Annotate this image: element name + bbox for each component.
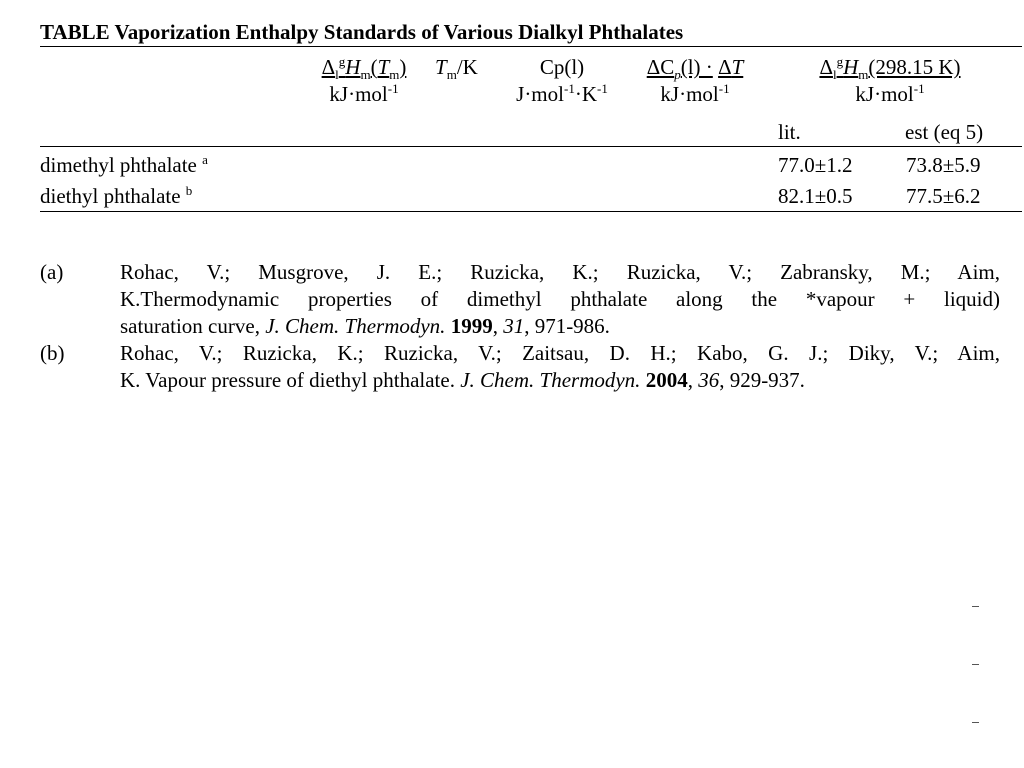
reference-text: Rohac, V.; Ruzicka, K.; Ruzicka, V.; Zaitsau, D. H.; Kabo, G. J.; Diky, V.; Aim, bbox=[120, 341, 1000, 365]
header-col-cp-liquid: Cp(l) $J\cdot mol^{-1}\cdot K^{-1}$ bbox=[516, 55, 608, 106]
margin-dash-mark bbox=[972, 664, 979, 665]
header-col-tm: $T_m/K$ bbox=[435, 55, 478, 83]
reference-text: Rohac, V.; Musgrove, J. E.; Ruzicka, K.; Ruzicka, V.; Zabransky, M.; Aim, bbox=[120, 260, 1000, 284]
table-row-name: dimethyl phthalate $^a$ bbox=[40, 152, 208, 177]
header-col-vap-enthalpy-298: $\Delta_l^gH_m(298.15$ K) kJ·mol$^{-1}$ bbox=[819, 54, 961, 106]
reference-a bbox=[40, 259, 1000, 340]
margin-dash-mark bbox=[972, 606, 979, 607]
margin-dash-mark bbox=[972, 722, 979, 723]
table-row-est: 73.8±5.9 bbox=[906, 153, 981, 177]
reference-volume: 36 bbox=[698, 368, 720, 392]
reference-volume: 31 bbox=[503, 314, 525, 338]
header-subcol-est: est (eq 5) bbox=[905, 120, 984, 144]
table-bottom-rule bbox=[40, 211, 1022, 212]
header-subcol-lit: lit. bbox=[778, 120, 801, 144]
reference-year: 1999 bbox=[450, 314, 493, 338]
header-col-delta-cp-delta-t: $\Delta C_p(l) \cdot \Delta T$ kJ·mol$^{-1}$ bbox=[646, 55, 744, 106]
reference-journal: J. Chem. Thermodyn. bbox=[460, 368, 641, 392]
references bbox=[40, 259, 1000, 394]
table-title: TABLE Vaporization Enthalpy Standards of Various Dialkyl Phthalates bbox=[40, 20, 684, 44]
table-row-lit: 77.0±1.2 bbox=[778, 153, 853, 177]
table-row-name: diethyl phthalate $^b$ bbox=[40, 183, 193, 208]
reference-b bbox=[40, 340, 1000, 394]
reference-label: (a) bbox=[40, 260, 64, 284]
header-col-vap-enthalpy-tm: $\Delta_l^gH_m(T_m)$ kJ·mol$^{-1}$ bbox=[321, 54, 407, 106]
reference-text: K.Thermodynamic properties of dimethyl phthalate along the *vapour + liquid) bbox=[120, 287, 1000, 311]
reference-text: saturation curve, J. Chem. Thermodyn. 1999, 31, 971-986. bbox=[120, 314, 610, 338]
table-row-lit: 82.1±0.5 bbox=[778, 184, 853, 208]
table-header-rule bbox=[40, 146, 1022, 147]
reference-label: (b) bbox=[40, 341, 65, 365]
table-top-rule bbox=[40, 46, 1022, 47]
reference-year: 2004 bbox=[645, 368, 688, 392]
reference-text: K. Vapour pressure of diethyl phthalate. J. Chem. Thermodyn. 2004, 36, 929-937. bbox=[120, 368, 805, 392]
reference-journal: J. Chem. Thermodyn. bbox=[265, 314, 446, 338]
table-row-est: 77.5±6.2 bbox=[906, 184, 981, 208]
